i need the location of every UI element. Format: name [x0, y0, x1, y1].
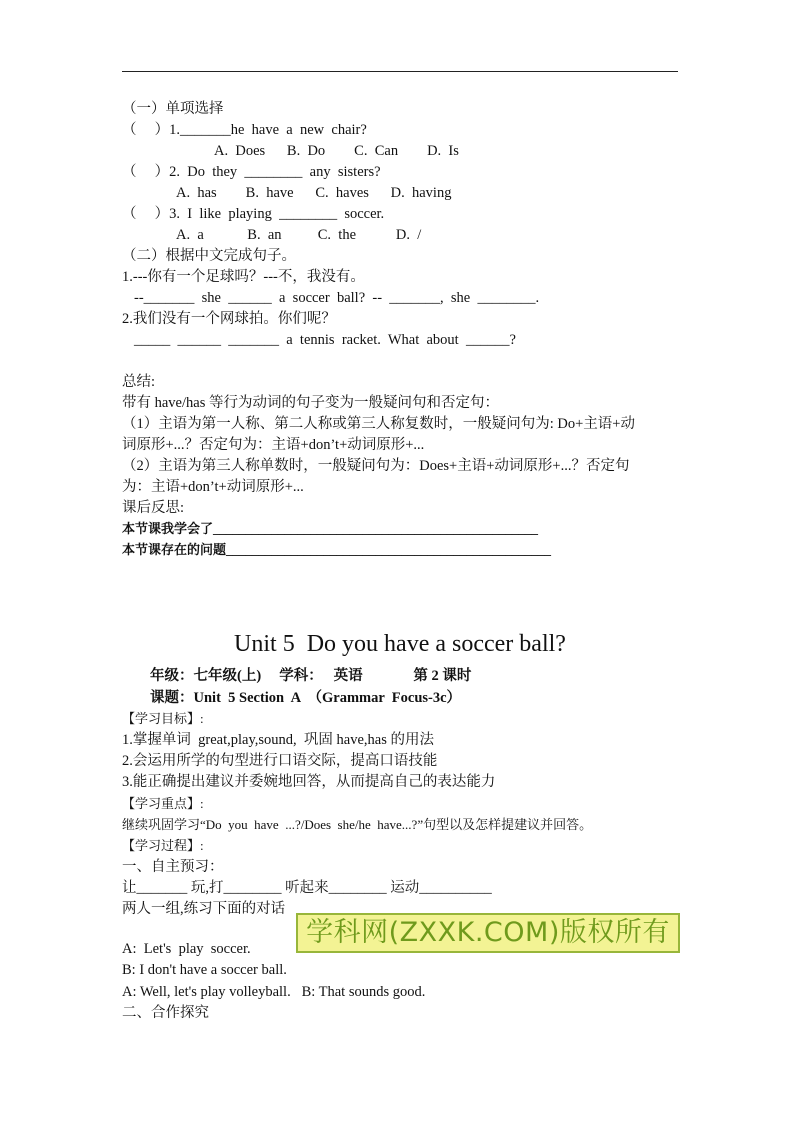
summary-line-3: 词原形+...？否定句为：主语+don’t+动词原形+... [122, 437, 425, 453]
dialog-line-2: B: I don't have a soccer ball. [122, 962, 287, 978]
header-rule [122, 71, 678, 72]
question-3: （ ）3. I like playing ________ soccer. [122, 206, 385, 222]
summary-line-1: 带有 have/has 等行为动词的句子变为一般疑问句和否定句： [122, 395, 499, 411]
question-2: （ ）2. Do they ________ any sisters? [122, 164, 381, 180]
summary-line-4: （2）主语为第三人称单数时，一般疑问句为：Does+主语+动词原形+...？否定句 [122, 458, 630, 474]
part2-heading: （二）根据中文完成句子。 [122, 248, 296, 264]
goal-3: 3.能正确提出建议并委婉地回答，从而提高自己的表达能力 [122, 774, 496, 790]
reflection-heading: 课后反思: [122, 500, 185, 516]
sentence-2-english: _____ ______ _______ a tennis racket. What about ______? [134, 332, 516, 348]
goal-2: 2.会运用所学的句型进行口语交际，提高口语技能 [122, 753, 438, 769]
dialog-line-3: A: Well, let's play volleyball. B: That sounds good. [122, 984, 426, 1000]
keypoints-text: 继续巩固学习“Do you have ...?/Does she/he have...?”句型以及怎样提建议并回答。 [122, 817, 593, 832]
lesson-info: 年级：七年级(上) 学科： 英语 第 2 课时 [150, 668, 472, 684]
self-study-heading: 一、自主预习： [122, 859, 224, 875]
copyright-watermark: 学科网(ZXXK.COM)版权所有 [296, 913, 680, 953]
question-1: （ ）1._______he have a new chair? [122, 122, 367, 138]
part1-heading: （一）单项选择 [122, 101, 224, 117]
reflection-learned: 本节课我学会了__________________________________________________ [122, 521, 539, 536]
goal-1: 1.掌握单词 great,play,sound, 巩固 have,has 的用法 [122, 732, 434, 748]
lesson-title: Unit 5 Do you have a soccer ball? [234, 631, 566, 657]
reflection-problems: 本节课存在的问题__________________________________________________ [122, 542, 552, 557]
question-1-options: A. Does B. Do C. Can D. Is [214, 143, 459, 159]
keypoints-heading: 【学习重点】: [122, 796, 204, 811]
cooperation-heading: 二、合作探究 [122, 1005, 209, 1021]
summary-heading: 总结: [122, 374, 156, 390]
lesson-topic: 课题：Unit 5 Section A （Grammar Focus-3c） [150, 690, 462, 706]
summary-line-2: （1）主语为第一人称、第二人称或第三人称复数时，一般疑问句为: Do+主语+动 [122, 416, 635, 432]
question-2-options: A. has B. have C. haves D. having [176, 185, 452, 201]
pair-practice-instruction: 两人一组,练习下面的对话 [122, 901, 286, 917]
question-3-options: A. a B. an C. the D. / [176, 227, 422, 243]
dialog-line-1: A: Let's play soccer. [122, 941, 251, 957]
vocab-blanks: 让_______ 玩,打________ 听起来________ 运动__________ [122, 880, 492, 896]
summary-line-5: 为：主语+don’t+动词原形+... [122, 479, 304, 495]
sentence-2-chinese: 2.我们没有一个网球拍。你们呢？ [122, 311, 336, 327]
sentence-1-english: --_______ she ______ a soccer ball? -- _______, she ________. [134, 290, 540, 306]
process-heading: 【学习过程】: [122, 838, 204, 853]
goals-heading: 【学习目标】: [122, 711, 204, 726]
sentence-1-chinese: 1.---你有一个足球吗？---不，我没有。 [122, 269, 365, 285]
